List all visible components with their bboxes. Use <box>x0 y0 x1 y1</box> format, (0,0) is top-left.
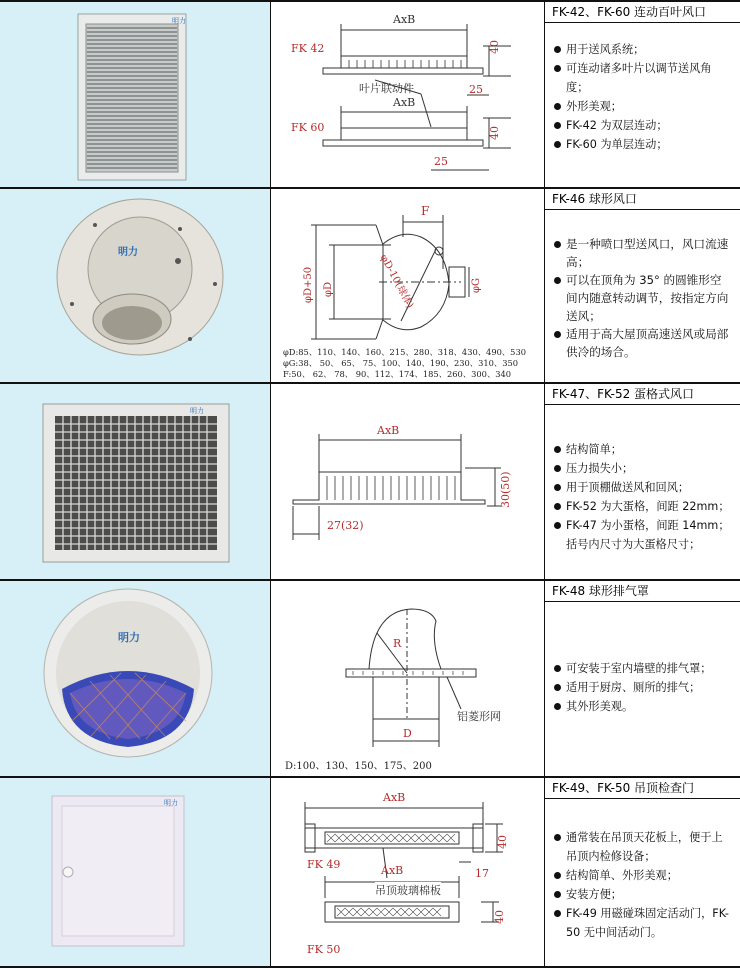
spherical-nozzle-image <box>0 189 270 384</box>
dimension-neck: φG <box>471 278 482 293</box>
model-label-fk50: FK 50 <box>307 943 341 956</box>
feature-item: 可连动诸多叶片以调节送风角度； <box>553 59 732 97</box>
product-photo-access-door <box>0 778 271 966</box>
size-table-row: φG:38、 50、 65、 75、100、140、190、230、310、350 <box>283 358 519 368</box>
size-table <box>283 347 526 380</box>
drawing-label-axb-bottom: AxB <box>393 96 416 109</box>
model-label-fk42: FK 42 <box>291 42 325 55</box>
dimension-sphere: φD-10(球体) <box>377 252 416 311</box>
louver-grille-image <box>0 2 270 189</box>
product-description-louver <box>545 2 740 189</box>
product-row-fk42-fk60 <box>0 0 740 189</box>
product-title: FK-42、FK-60 连动百叶风口 <box>545 2 740 23</box>
technical-drawing-exhaust-hood <box>271 581 545 778</box>
size-table-row: φD:85、110、140、160、215、280、318、430、490、530 <box>283 347 527 357</box>
mesh-label: 铝菱形网 <box>457 710 501 723</box>
product-photo-eggcrate <box>0 384 271 581</box>
brand-logo: 明力 <box>164 799 178 807</box>
drawing-label-axb: AxB <box>377 424 400 437</box>
product-title: FK-46 球形风口 <box>545 189 740 210</box>
dimension-height: 30(50) <box>499 471 512 508</box>
feature-list <box>545 235 740 361</box>
drawing-label-axb-top: AxB <box>383 791 406 804</box>
feature-item: FK-42 为双层连动； <box>553 116 732 135</box>
linkage-part-label: 叶片联动件 <box>359 82 414 95</box>
feature-item: 结构简单、外形美观； <box>553 866 732 885</box>
brand-logo: 明力 <box>118 631 140 644</box>
drawing-label-axb-bottom: AxB <box>381 864 404 877</box>
dimension-d: D <box>403 727 412 740</box>
dimension-width-17: 17 <box>475 867 489 880</box>
product-description-access-door <box>545 778 740 966</box>
feature-item: 压力损失小； <box>553 459 732 478</box>
product-photo-louver <box>0 2 271 189</box>
feature-item: FK-52 为大蛋格，间距 22mm； <box>553 497 732 516</box>
feature-item: 用于送风系统； <box>553 40 732 59</box>
model-label-fk60: FK 60 <box>291 121 325 134</box>
product-title: FK-49、FK-50 吊顶检查门 <box>545 778 740 799</box>
feature-list <box>545 40 740 154</box>
dimension-inner-diameter: φD <box>323 281 334 297</box>
product-photo-spherical-nozzle <box>0 189 271 384</box>
technical-drawing-access-door <box>271 778 545 966</box>
feature-list <box>545 440 740 554</box>
feature-item: FK-49 用磁碰珠固定活动门，FK-50 无中间活动门。 <box>553 904 732 942</box>
size-list: D:100、130、150、175、200 <box>285 761 432 772</box>
glass-wool-label: 吊顶玻璃棉板 <box>375 884 441 897</box>
feature-item: 结构简单； <box>553 440 732 459</box>
technical-drawing-louver <box>271 2 545 189</box>
model-label-fk49: FK 49 <box>307 858 341 871</box>
feature-item: 外形美观； <box>553 97 732 116</box>
feature-item: FK-60 为单层连动； <box>553 135 732 154</box>
drawing-label-25-top: 25 <box>469 83 483 96</box>
dimension-outer-diameter: φD+50 <box>303 266 314 303</box>
dimension-height-bottom: 40 <box>488 126 501 140</box>
feature-item: 可以在顶角为 35° 的圆锥形空间内随意转动调节，按指定方向送风； <box>553 271 732 325</box>
product-row-fk46 <box>0 187 740 384</box>
technical-drawing-eggcrate <box>271 384 545 581</box>
technical-drawing-spherical-nozzle <box>271 189 545 384</box>
feature-item: 其外形美观。 <box>553 697 732 716</box>
product-description-eggcrate <box>545 384 740 581</box>
drawing-label-axb-top: AxB <box>393 13 416 26</box>
product-description-exhaust-hood <box>545 581 740 778</box>
exhaust-hood-image <box>0 581 270 778</box>
dimension-height-top: 40 <box>488 40 501 54</box>
brand-logo: 明力 <box>190 407 204 415</box>
product-row-fk48 <box>0 579 740 778</box>
feature-item: FK-47 为小蛋格，间距 14mm；括号内尺寸为大蛋格尺寸； <box>553 516 732 554</box>
feature-item: 用于顶棚做送风和回风； <box>553 478 732 497</box>
drawing-label-25-bottom: 25 <box>434 155 448 168</box>
dimension-f: F <box>421 204 430 218</box>
feature-list <box>545 659 740 716</box>
eggcrate-grille-image <box>0 384 270 581</box>
product-row-fk49-fk50 <box>0 776 740 968</box>
dimension-width: 27(32) <box>327 519 364 532</box>
product-photo-exhaust-hood <box>0 581 271 778</box>
feature-item: 安装方便； <box>553 885 732 904</box>
feature-item: 是一种喷口型送风口，风口流速 高； <box>553 235 732 271</box>
feature-list <box>545 828 740 942</box>
product-title: FK-47、FK-52 蛋格式风口 <box>545 384 740 405</box>
feature-item: 适用于高大屋顶高速送风或局部供冷的场合。 <box>553 325 732 361</box>
product-title: FK-48 球形排气罩 <box>545 581 740 602</box>
feature-item: 通常装在吊顶天花板上，便于上吊顶内检修设备； <box>553 828 732 866</box>
size-table-row: F:50、 62、 78、 90、112、174、185、260、300、340 <box>283 369 512 379</box>
dimension-radius: R <box>393 637 402 650</box>
dimension-height-bottom: 40 <box>493 910 506 924</box>
brand-logo: 明力 <box>172 17 186 25</box>
access-door-image <box>0 778 270 966</box>
dimension-height-top: 40 <box>496 835 509 849</box>
product-row-fk47-fk52 <box>0 382 740 581</box>
feature-item: 可安装于室内墙壁的排气罩； <box>553 659 732 678</box>
product-description-spherical-nozzle <box>545 189 740 384</box>
brand-logo: 明力 <box>118 247 138 258</box>
feature-item: 适用于厨房、厕所的排气； <box>553 678 732 697</box>
